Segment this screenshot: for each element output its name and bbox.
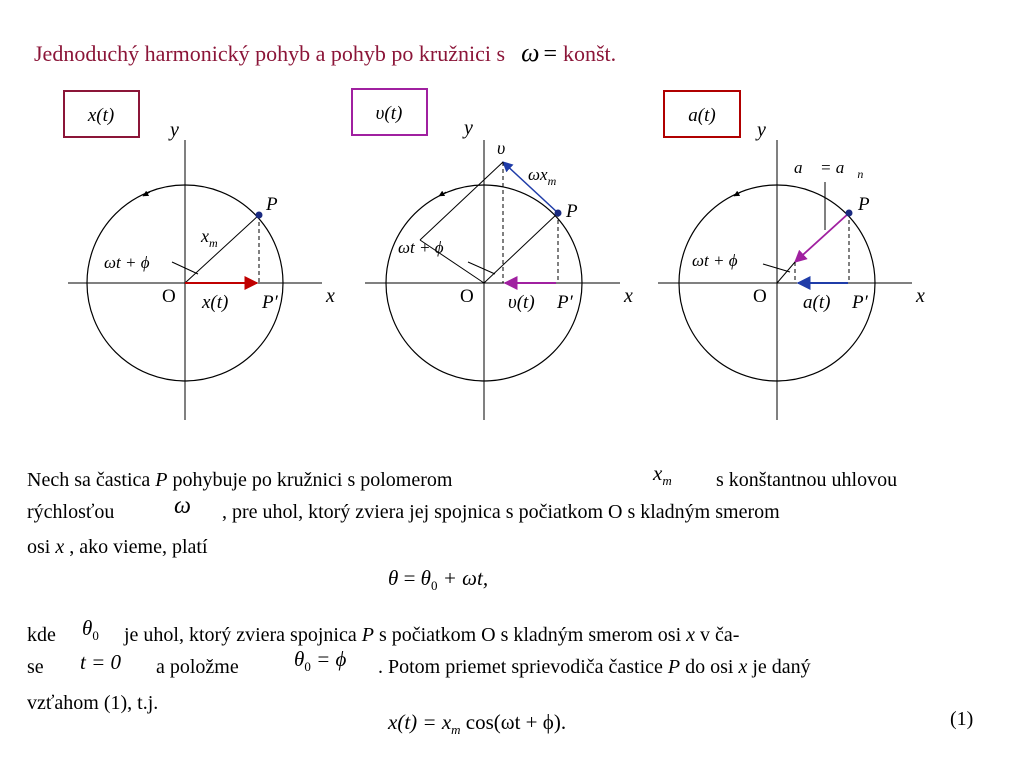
text-span: osi (27, 536, 56, 558)
math-phi: = ϕ (310, 647, 347, 671)
paragraph-line-4-start: kde (27, 624, 56, 646)
math-t-zero (80, 650, 121, 675)
text-span: s počiatkom O s kladným smerom osi (373, 624, 687, 646)
value-label: a(t) (803, 292, 831, 313)
radius-label: $x_m$ (201, 226, 218, 250)
origin-label: O (162, 286, 176, 307)
math-t: t = 0 (80, 650, 122, 674)
angle-label: ωt + ϕ (104, 253, 150, 272)
math-p: P (155, 469, 168, 491)
point-p-label: P (858, 194, 870, 215)
equation-theta (388, 566, 488, 594)
title-text: Jednoduchý harmonický pohyb a pohyb po kružnici s (34, 41, 506, 66)
value-label: x(t) (202, 292, 229, 313)
math-sub: m (451, 722, 461, 737)
velocity-vector-label: υ⃗ (497, 138, 520, 158)
point-p (256, 212, 263, 219)
panel-velocity-label: υ(t) (375, 103, 403, 124)
origin-label: O (460, 286, 474, 307)
panel-velocity (352, 89, 633, 420)
x-axis-label: x (916, 285, 925, 307)
slide-title (34, 38, 616, 68)
angle-pointer (468, 262, 495, 274)
text-span: v ča- (695, 624, 740, 646)
math-theta: θ (388, 566, 399, 590)
math-theta: θ (420, 566, 431, 590)
circle-diagrams (0, 80, 1024, 440)
math-sub: 0 (431, 578, 438, 593)
point-p-prime-label: P′ (852, 292, 868, 313)
paragraph-line-1-tail: s konštantnou uhlovou (716, 469, 898, 491)
point-p-prime-label: P′ (557, 292, 573, 313)
point-p (555, 210, 562, 217)
x-axis-label: x (624, 285, 633, 307)
acceleration-vector (795, 213, 849, 262)
math-x: x (653, 461, 663, 485)
y-axis-label: y (757, 119, 766, 141)
panel-acceleration-label: a(t) (688, 105, 716, 126)
paragraph-line-6: vzťahom (1), t.j. (27, 692, 159, 714)
panel-position-label: x(t) (87, 105, 115, 126)
math-omega-symbol: ω (174, 493, 191, 519)
text-span: je uhol, ktorý zviera spojnica (124, 624, 362, 646)
title-tail: konšt. (562, 41, 617, 66)
math-x: x (686, 624, 696, 646)
math-rest: + ωt, (437, 566, 489, 590)
angle-label: ωt + ϕ (692, 251, 738, 270)
math-eq: = (398, 566, 421, 590)
acceleration-vector-label: a⃗ = $a⃗_n$ (794, 158, 864, 181)
math-theta: θ (294, 647, 305, 671)
text-span: Nech sa častica (27, 469, 156, 491)
paragraph-line-2: , pre uhol, ktorý zviera jej spojnica s počiatkom O s kladným smerom (222, 501, 780, 523)
equation-number: (1) (950, 708, 974, 730)
math-p: P (361, 624, 374, 646)
paragraph-line-4 (124, 620, 739, 650)
value-label: υ(t) (508, 292, 535, 313)
paragraph-line-3 (27, 532, 208, 562)
paragraph-line-1 (27, 465, 452, 495)
math-p: P (667, 656, 681, 678)
math-sub: 0 (92, 628, 99, 643)
math-theta: θ (82, 616, 93, 640)
title-equals: = (543, 41, 557, 67)
math-x: x (738, 656, 748, 678)
panel-acceleration (658, 91, 925, 420)
paragraph-line-5-start: se (27, 656, 44, 678)
math-lhs: x(t) = x (388, 710, 452, 734)
title-omega: ω (521, 38, 540, 67)
text-span: pohybuje po kružnici s polomerom (167, 469, 453, 491)
paragraph-line-5-mid: a položme (156, 656, 239, 678)
y-axis-label: y (464, 117, 473, 139)
math-x: x (55, 536, 65, 558)
text-span: . Potom priemet sprievodiča častice (378, 656, 668, 678)
radius-stub (777, 262, 795, 283)
math-sub: m (662, 473, 672, 488)
point-p-prime-label: P′ (262, 292, 278, 313)
x-axis-label: x (326, 285, 335, 307)
radius-line (484, 213, 558, 283)
point-p (846, 210, 853, 217)
paragraph-line-5 (378, 652, 811, 682)
paragraph-line-2-start: rýchlosťou (27, 501, 115, 523)
rotation-arrow (439, 192, 446, 196)
math-omega (174, 493, 191, 520)
panel-position (64, 91, 335, 420)
math-xm (653, 461, 672, 489)
math-rhs: cos(ωt + ϕ). (460, 710, 567, 734)
angle-label: ωt + ϕ (398, 238, 444, 257)
equation-x-of-t (388, 710, 566, 738)
math-theta0-phi (294, 647, 346, 675)
text-span: do osi (680, 656, 739, 678)
origin-label: O (753, 286, 767, 307)
text-span: je daný (747, 656, 811, 678)
y-axis-label: y (170, 119, 179, 141)
point-p-label: P (266, 194, 278, 215)
point-p-label: P (566, 201, 578, 222)
text-span: , ako vieme, platí (64, 536, 208, 558)
velocity-magnitude-label: $\omega x_m$ (528, 165, 557, 188)
math-theta0 (82, 616, 99, 644)
math-sub: 0 (304, 659, 311, 674)
parallel-line-a (420, 162, 503, 240)
